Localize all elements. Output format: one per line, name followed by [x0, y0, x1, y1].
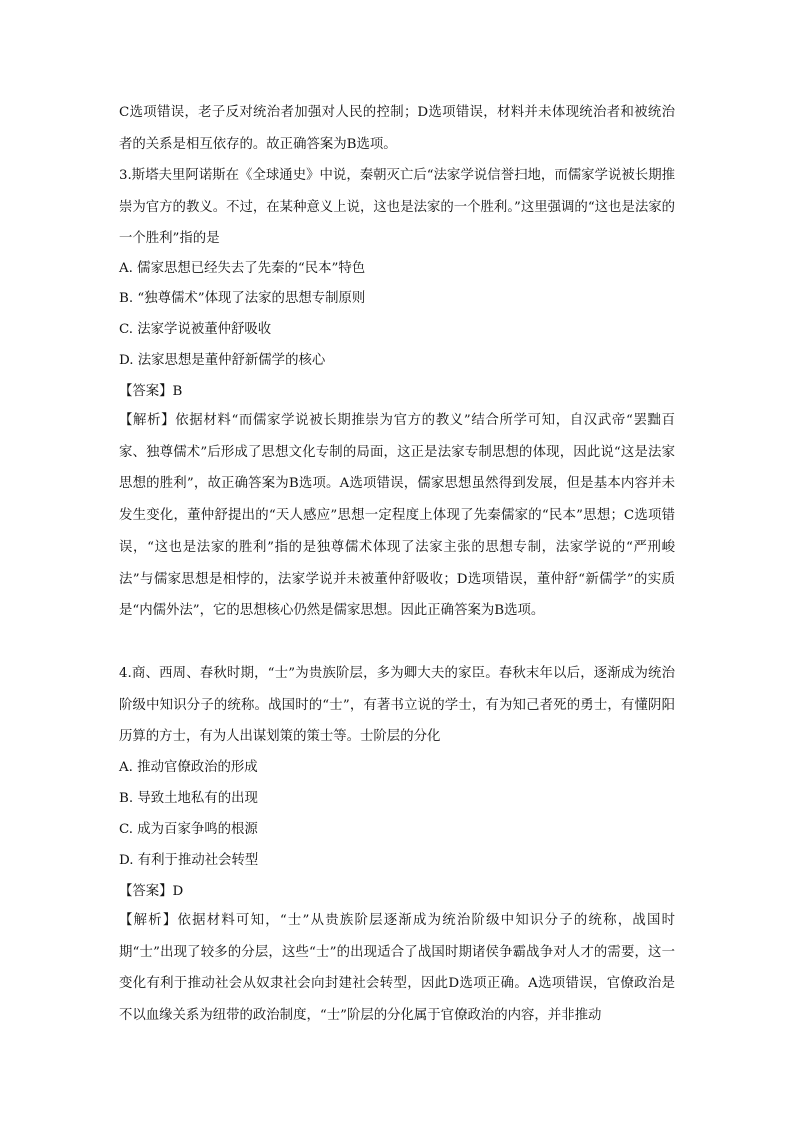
intro-paragraph: C选项错误，老子反对统治者加强对人民的控制；D选项错误，材料并未体现统治者和被统治者的关系是相互依存的。故正确答案为B选项。 [119, 105, 675, 152]
question-4-option-d: D. 有利于推动社会转型 [119, 853, 259, 868]
question-4-analysis: 【解析】依据材料可知，“士”从贵族阶层逐渐成为统治阶级中知识分子的统称，战国时期“士”出现了较多的分层，这些“士”的出现适合了战国时期诸侯争霸战争对人才的需要，这一变化有利于推动社会从奴隶社会向封建社会转型，因此D选项正确。A选项错误，官僚政治是不以血缘关系为纽带的政治制度，“士”阶层的分化属于官僚政治的内容，并非推动 [119, 913, 675, 1024]
question-4-answer: 【答案】D [119, 884, 184, 899]
question-3-option-a: A. 儒家思想已经失去了先秦的“民本”特色 [119, 261, 366, 276]
question-3-option-d: D. 法家思想是董仲舒新儒学的核心 [119, 353, 326, 368]
question-4-stem: 4.商、西周、春秋时期，“士”为贵族阶层，多为卿大夫的家臣。春秋末年以后，逐渐成为统治阶级中知识分子的统称。战国时的“士”，有著书立说的学士，有为知己者死的勇士，有懂阴阳历算的方士，有为人出谋划策的策士等。士阶层的分化 [119, 666, 675, 745]
question-3-analysis: 【解析】依据材料“而儒家学说被长期推崇为官方的教义”结合所学可知，自汉武帝“罢黜百家、独尊儒术”后形成了思想文化专制的局面，这正是法家专制思想的体现，因此说“这是法家思想的胜利”，故正确答案为B选项。A选项错误，儒家思想虽然得到发展，但是基本内容并未发生变化，董仲舒提出的“天人感应”思想一定程度上体现了先秦儒家的“民本”思想；C选项错误，“这也是法家的胜利”指的是独尊儒术体现了法家主张的思想专制，法家学说的“严刑峻法”与儒家思想是相悖的，法家学说并未被董仲舒吸收；D选项错误，董仲舒“新儒学”的实质是“内儒外法”，它的思想核心仍然是儒家思想。因此正确答案为B选项。 [119, 413, 675, 619]
question-3-stem: 3.斯塔夫里阿诺斯在《全球通史》中说，秦朝灭亡后“法家学说信誉扫地，而儒家学说被长期推崇为官方的教义。不过，在某种意义上说，这也是法家的一个胜利。”这里强调的“这也是法家的一个胜利”指的是 [119, 168, 676, 247]
question-3-answer: 【答案】B [119, 384, 183, 399]
question-4-option-a: A. 推动官僚政治的形成 [119, 760, 258, 775]
question-3-option-c: C. 法家学说被董仲舒吸收 [119, 322, 272, 337]
question-4-option-c: C. 成为百家争鸣的根源 [119, 822, 258, 837]
question-3-option-b: B. “独尊儒术”体现了法家的思想专制原则 [119, 291, 366, 306]
question-4-option-b: B. 导致土地私有的出现 [119, 791, 258, 806]
